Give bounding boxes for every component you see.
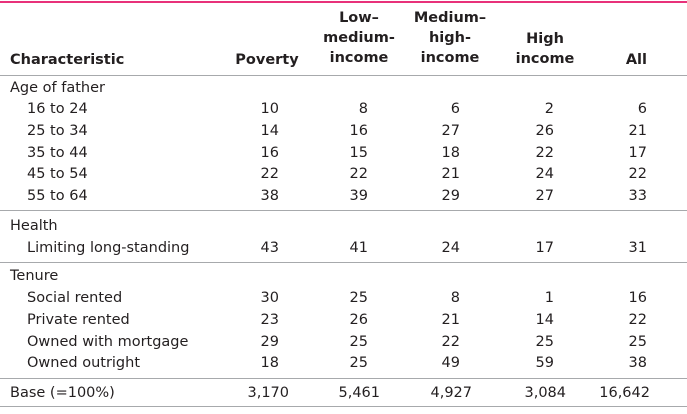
cell-medium-high: 21: [441, 312, 460, 328]
cell-poverty: 30: [260, 290, 279, 306]
row-label: Private rented: [27, 312, 130, 328]
header-poverty: Poverty: [235, 52, 299, 68]
base-label: Base (=100%): [10, 385, 115, 401]
cell-medium-high: 27: [441, 123, 460, 139]
cell-all: 33: [628, 188, 647, 204]
section-rule: [0, 262, 687, 263]
cell-high: 24: [535, 166, 554, 182]
bottom-rule: [0, 406, 687, 407]
cell-poverty: 16: [260, 145, 279, 161]
header-high-income: [508, 29, 582, 69]
cell-low-medium: 25: [349, 290, 368, 306]
cell-poverty: 38: [260, 188, 279, 204]
header-medium-high-line-1: Medium–: [413, 10, 487, 26]
header-low-medium-line-2: medium-: [323, 30, 395, 46]
header-low-medium-line-1: Low–: [339, 10, 379, 26]
cell-high: 1: [544, 290, 554, 306]
section-title-tenure: Tenure: [10, 268, 59, 284]
cell-poverty: 14: [260, 123, 279, 139]
cell-high: 22: [535, 145, 554, 161]
cell-poverty: 43: [260, 240, 279, 256]
cell-poverty: 29: [260, 334, 279, 350]
cell-low-medium: 22: [349, 166, 368, 182]
cell-low-medium: 25: [349, 334, 368, 350]
cell-medium-high: 6: [450, 101, 460, 117]
row-label: 45 to 54: [27, 166, 88, 182]
base-high: 3,084: [524, 385, 566, 401]
cell-all: 21: [628, 123, 647, 139]
header-high-line-1: High: [526, 31, 564, 47]
cell-poverty: 18: [260, 355, 279, 371]
section-title-age: Age of father: [10, 80, 105, 96]
header-low-medium-income: [318, 8, 400, 68]
base-rule: [0, 378, 687, 379]
header-all: All: [625, 52, 647, 68]
cell-medium-high: 21: [441, 166, 460, 182]
header-medium-high-line-3: income: [420, 50, 480, 66]
top-rule: [0, 1, 687, 3]
cell-poverty: 22: [260, 166, 279, 182]
cell-low-medium: 15: [349, 145, 368, 161]
cell-all: 25: [628, 334, 647, 350]
cell-medium-high: 8: [450, 290, 460, 306]
cell-all: 38: [628, 355, 647, 371]
base-all: 16,642: [599, 385, 650, 401]
cell-high: 25: [535, 334, 554, 350]
row-label: Owned outright: [27, 355, 141, 371]
cell-medium-high: 29: [441, 188, 460, 204]
cell-medium-high: 24: [441, 240, 460, 256]
row-label: 35 to 44: [27, 145, 88, 161]
header-medium-high-income: [405, 8, 495, 68]
cell-all: 17: [628, 145, 647, 161]
row-label: Owned with mortgage: [27, 334, 189, 350]
cell-poverty: 10: [260, 101, 279, 117]
row-label: 25 to 34: [27, 123, 88, 139]
base-poverty: 3,170: [247, 385, 289, 401]
header-rule: [0, 75, 687, 76]
cell-low-medium: 26: [349, 312, 368, 328]
header-characteristic: Characteristic: [10, 52, 125, 68]
base-medium-high: 4,927: [430, 385, 472, 401]
row-label: 16 to 24: [27, 101, 88, 117]
cell-medium-high: 49: [441, 355, 460, 371]
cell-low-medium: 8: [358, 101, 368, 117]
cell-poverty: 23: [260, 312, 279, 328]
cell-high: 59: [535, 355, 554, 371]
cell-low-medium: 39: [349, 188, 368, 204]
cell-low-medium: 41: [349, 240, 368, 256]
row-label: Social rented: [27, 290, 123, 306]
cell-all: 22: [628, 166, 647, 182]
cell-high: 17: [535, 240, 554, 256]
cell-high: 27: [535, 188, 554, 204]
cell-high: 14: [535, 312, 554, 328]
base-low-medium: 5,461: [338, 385, 380, 401]
header-high-line-2: income: [515, 51, 575, 67]
row-label: Limiting long-standing: [27, 240, 190, 256]
cell-high: 26: [535, 123, 554, 139]
cell-all: 6: [637, 101, 647, 117]
cell-all: 16: [628, 290, 647, 306]
section-rule: [0, 210, 687, 211]
cell-high: 2: [544, 101, 554, 117]
row-label: 55 to 64: [27, 188, 88, 204]
cell-medium-high: 22: [441, 334, 460, 350]
cell-medium-high: 18: [441, 145, 460, 161]
header-low-medium-line-3: income: [329, 50, 389, 66]
header-medium-high-line-2: high-: [428, 30, 471, 46]
section-title-health: Health: [10, 218, 58, 234]
cell-all: 31: [628, 240, 647, 256]
cell-low-medium: 25: [349, 355, 368, 371]
cell-low-medium: 16: [349, 123, 368, 139]
cell-all: 22: [628, 312, 647, 328]
